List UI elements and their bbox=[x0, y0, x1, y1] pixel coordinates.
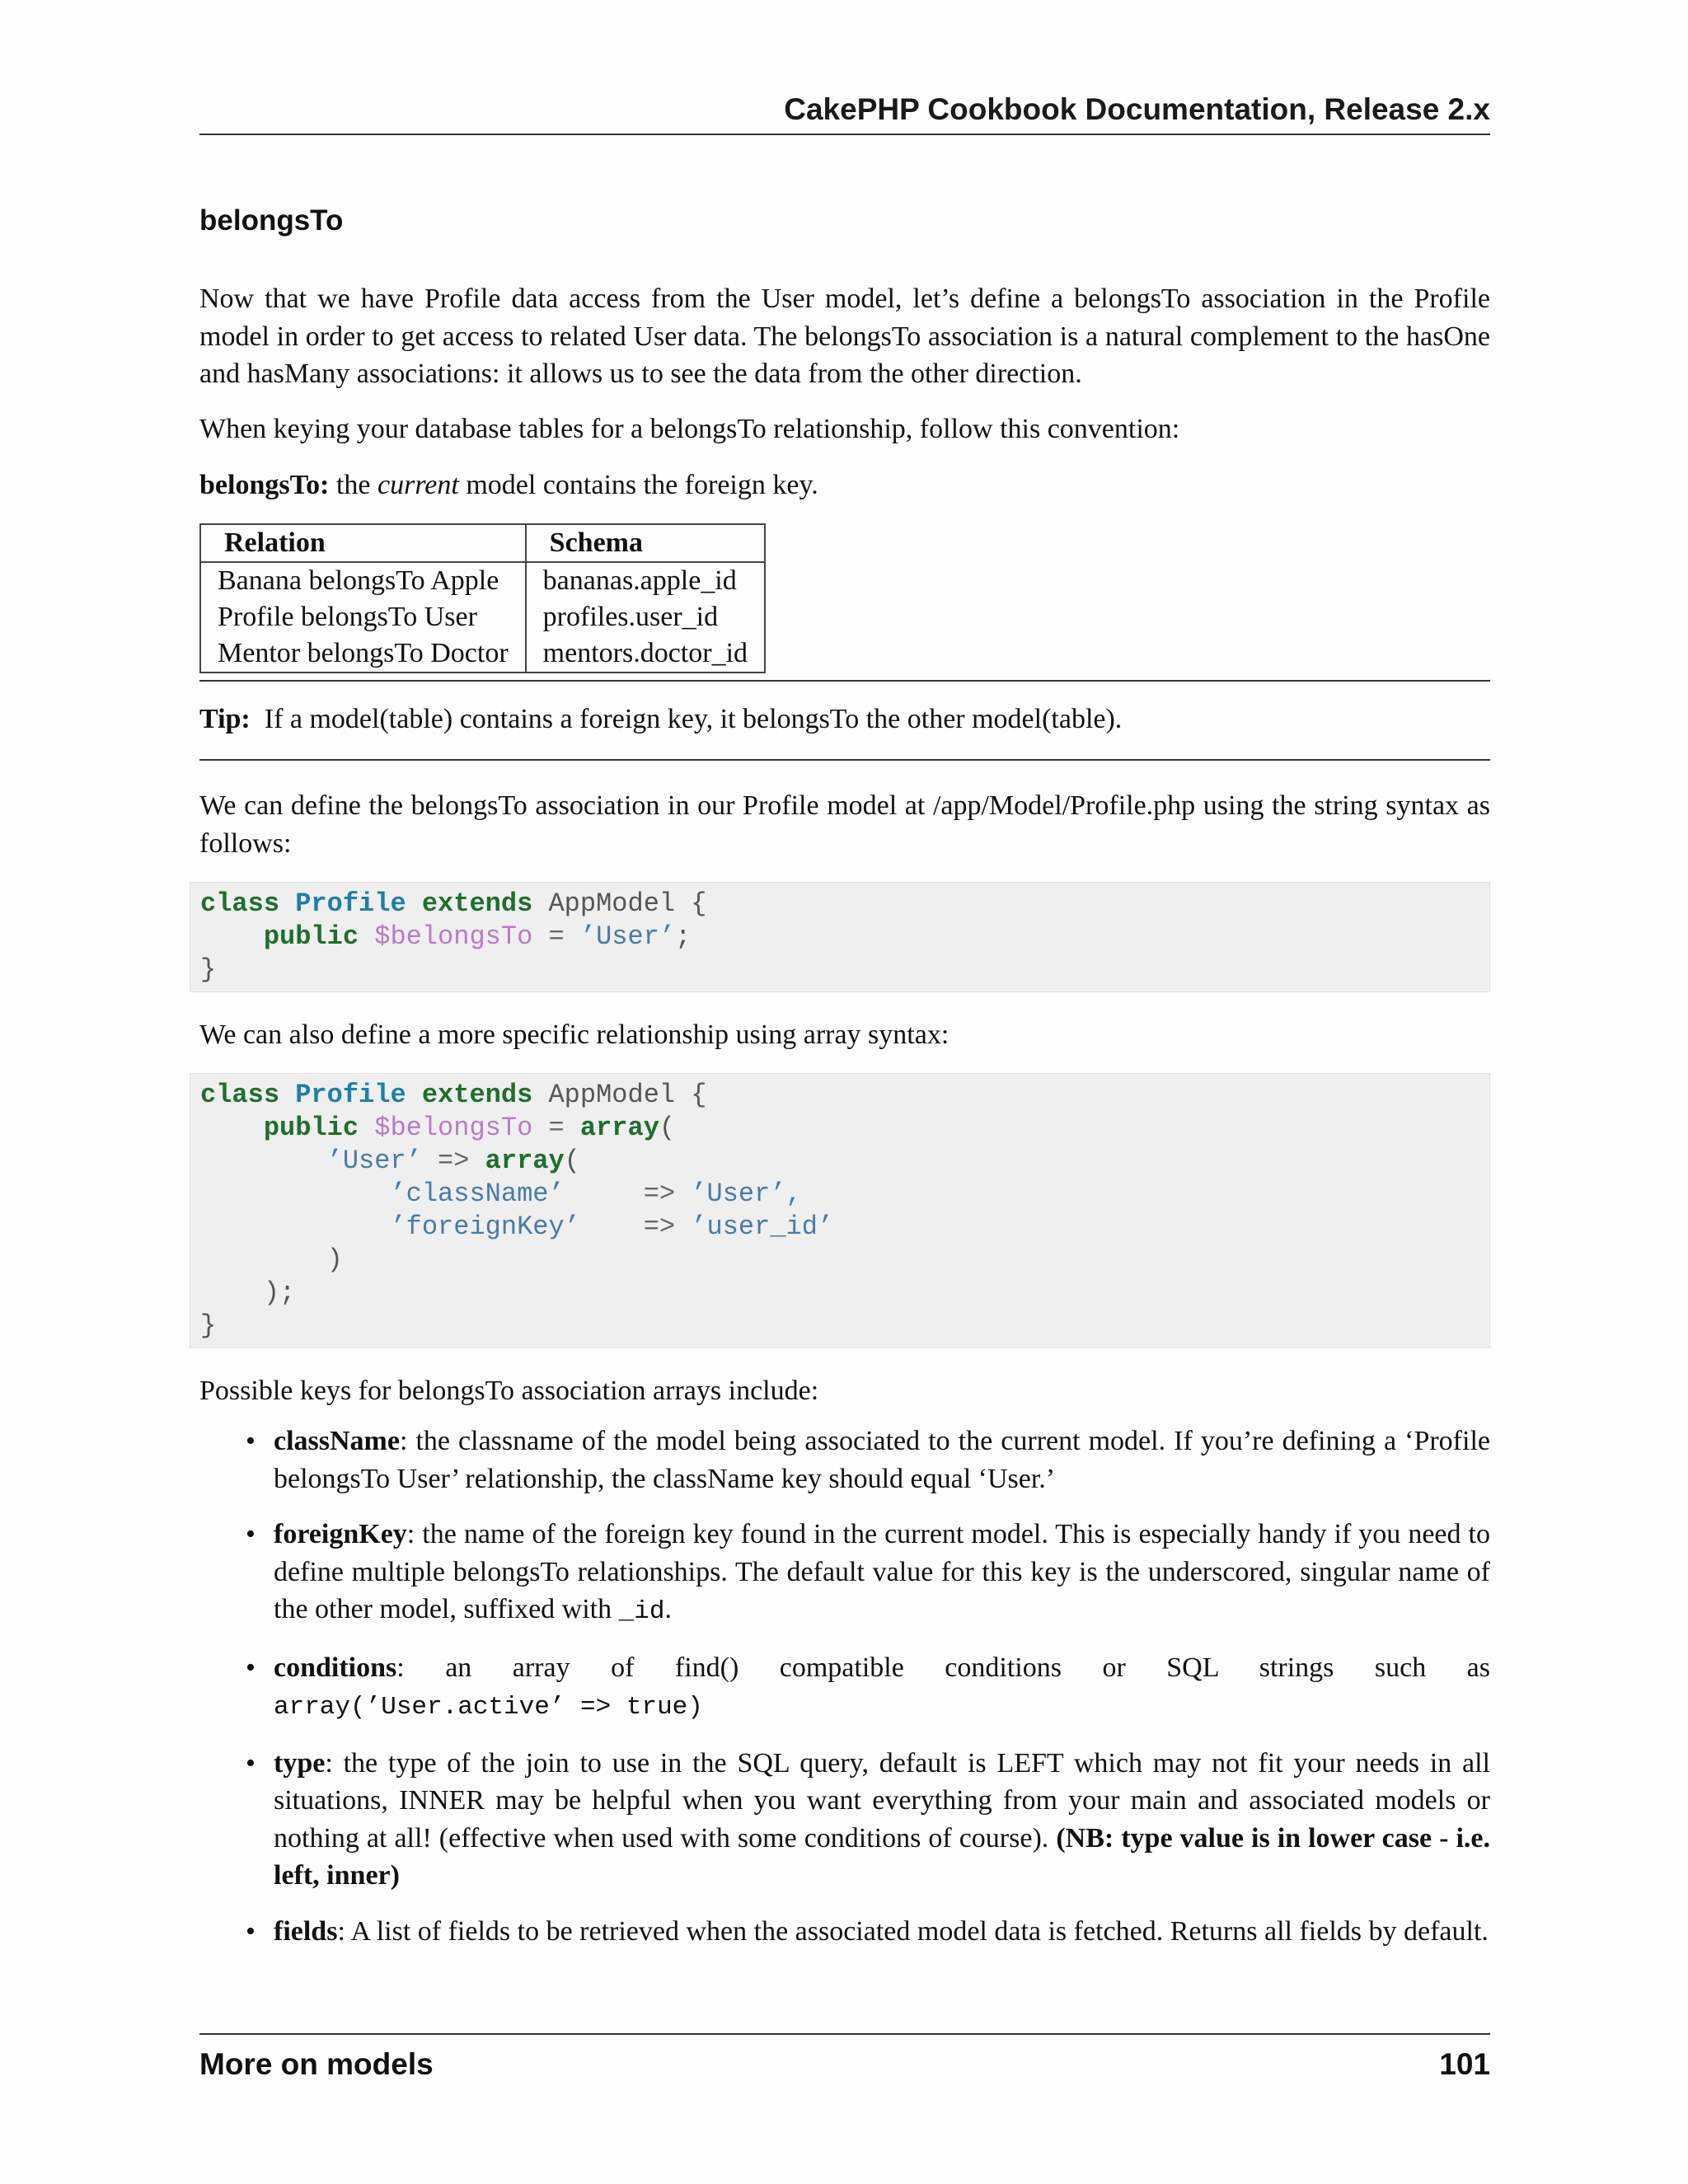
key-description: : the classname of the model being associated to the current model. If you’re defining a ‘Profile belongsTo User’ relationship, the className key should equal ‘User.’ bbox=[274, 1426, 1490, 1494]
inline-code: _id bbox=[618, 1597, 665, 1626]
table-row bbox=[200, 562, 765, 599]
tip-bottom-rule bbox=[199, 759, 1490, 761]
schema-cell: profiles.user_id bbox=[526, 599, 765, 635]
running-header: CakePHP Cookbook Documentation, Release 2.x bbox=[784, 92, 1490, 126]
tip-top-rule bbox=[199, 680, 1490, 682]
relation-cell: Profile belongsTo User bbox=[200, 599, 526, 635]
key-name: foreignKey bbox=[274, 1519, 407, 1549]
rule-pre: the bbox=[335, 470, 371, 500]
bullet-icon: • bbox=[246, 1915, 256, 1947]
key-name: className bbox=[274, 1426, 400, 1456]
code-block-string-syntax: class Profile extends AppModel { public $belongsTo = ’User’; } bbox=[190, 882, 1490, 992]
table-row bbox=[200, 599, 765, 635]
key-name: fields bbox=[274, 1915, 338, 1947]
table-header-row bbox=[200, 524, 765, 562]
convention-intro: When keying your database tables for a belongsTo relationship, follow this convention: bbox=[199, 414, 1180, 444]
string-syntax-intro: We can define the belongsTo association in our Profile model at /app/Model/Profile.php using the string syntax as follows: bbox=[199, 790, 1490, 859]
key-description: : an array of find() compatible conditions or SQL strings such as bbox=[396, 1652, 1490, 1683]
key-name: type bbox=[274, 1747, 326, 1779]
keys-list bbox=[199, 1422, 1490, 1968]
bullet-icon: • bbox=[246, 1426, 256, 1456]
tip-box bbox=[199, 701, 1490, 738]
section-title: belongsTo bbox=[199, 204, 344, 237]
convention-table bbox=[199, 523, 766, 673]
schema-cell: bananas.apple_id bbox=[526, 562, 765, 599]
list-item bbox=[199, 1745, 1490, 1895]
column-header-schema: Schema bbox=[526, 524, 765, 562]
key-description: : the name of the foreign key found in the current model. This is especially handy if you need to define multiple belongsTo relationships. The default value for this key is the underscored, singular name of the other model, suffixed with bbox=[274, 1519, 1490, 1624]
rule-label: belongsTo: bbox=[199, 470, 330, 500]
convention-rule bbox=[199, 466, 1490, 504]
sentence-end: . bbox=[664, 1594, 672, 1624]
relation-cell: Mentor belongsTo Doctor bbox=[200, 635, 526, 673]
list-item bbox=[199, 1649, 1490, 1727]
page-number: 101 bbox=[1439, 2047, 1490, 2081]
keys-intro: Possible keys for belongsTo association arrays include: bbox=[199, 1376, 819, 1406]
table-row bbox=[200, 635, 765, 673]
page-footer bbox=[199, 2047, 1490, 2082]
rule-emphasis: current bbox=[377, 470, 459, 500]
array-syntax-intro: We can also define a more specific relationship using array syntax: bbox=[199, 1019, 950, 1050]
list-item bbox=[199, 1913, 1490, 1951]
inline-code: array(’User.active’ => true) bbox=[274, 1693, 703, 1722]
relation-cell: Banana belongsTo Apple bbox=[200, 562, 526, 599]
header-rule bbox=[199, 134, 1490, 135]
key-name: conditions bbox=[274, 1652, 397, 1683]
rule-post: model contains the foreign key. bbox=[466, 470, 818, 500]
list-item bbox=[199, 1516, 1490, 1631]
key-description: : the type of the join to use in the SQL query, default is LEFT which may not fit your needs in all situations, INNER may be helpful when you want everything from your main and associated models or nothing at all! (effective when used with some conditions of course). bbox=[274, 1747, 1490, 1854]
tip-label: Tip: bbox=[199, 704, 251, 734]
bullet-icon: • bbox=[246, 1519, 256, 1549]
bullet-icon: • bbox=[246, 1747, 256, 1779]
code-block-array-syntax: class Profile extends AppModel { public $belongsTo = array( ’User’ => array( ’className’ => ’User’, ’foreignKey’ => ’user_id’ ) ); } bbox=[190, 1073, 1490, 1348]
key-note: (NB: type value is in lower case - i.e. left, inner) bbox=[274, 1822, 1490, 1891]
list-item bbox=[199, 1422, 1490, 1497]
column-header-relation: Relation bbox=[200, 524, 526, 562]
footer-rule bbox=[199, 2033, 1490, 2035]
key-description: : A list of fields to be retrieved when the associated model data is fetched. Returns all fields by default. bbox=[337, 1915, 1489, 1947]
intro-paragraph: Now that we have Profile data access from the User model, let’s define a belongsTo association in the Profile model in order to get access to related User data. The belongsTo association is a natural complement to the hasOne and hasMany associations: it allows us to see the data from the other direction. bbox=[199, 284, 1490, 389]
tip-text: If a model(table) contains a foreign key, it belongsTo the other model(table). bbox=[264, 704, 1123, 734]
schema-cell: mentors.doctor_id bbox=[526, 635, 765, 673]
bullet-icon: • bbox=[246, 1652, 256, 1683]
footer-chapter: More on models bbox=[199, 2047, 434, 2081]
